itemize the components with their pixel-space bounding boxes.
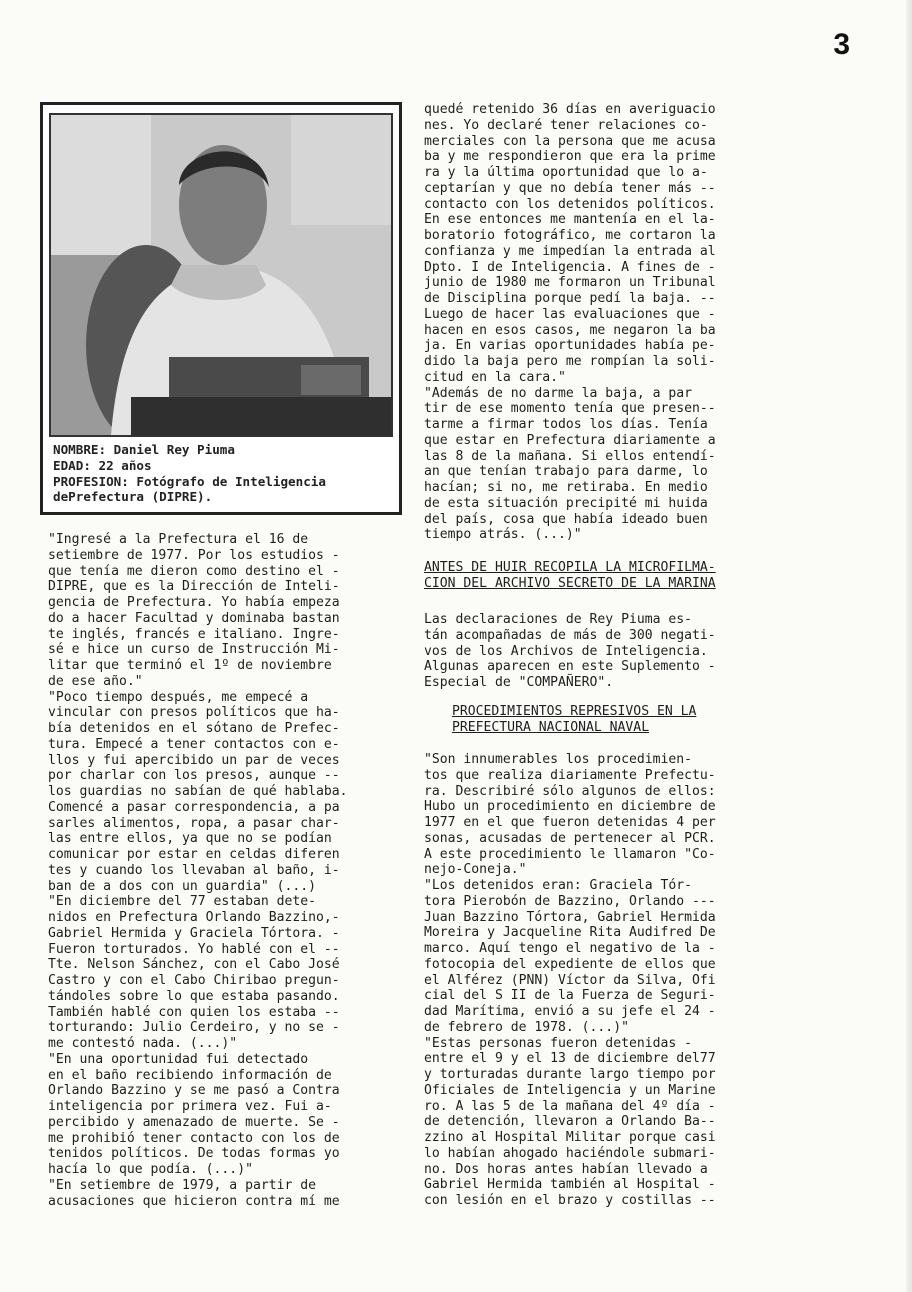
text-line: el Alférez (PNN) Víctor da Silva, Ofi bbox=[424, 972, 716, 988]
text-line: hacían; si no, me retiraba. En medio bbox=[424, 480, 708, 495]
text-line: "Poco tiempo después, me empecé a bbox=[48, 689, 309, 705]
text-line: Gabriel Hermida también al Hospital - bbox=[424, 1177, 716, 1193]
text-line: de ese año." bbox=[48, 673, 143, 689]
text-line: nejo-Coneja." bbox=[424, 862, 527, 878]
right-column-top bbox=[424, 102, 790, 543]
text-line: zzino al Hospital Militar porque casi bbox=[424, 1130, 716, 1145]
text-line: "Son innumerables los procedimien- bbox=[424, 752, 693, 767]
text-line: tán acompañadas de más de 300 negati- bbox=[424, 627, 716, 643]
text-line: También hablé con quien los estaba -- bbox=[48, 1004, 340, 1020]
text-line: "Estas personas fueron detenidas - bbox=[424, 1035, 693, 1051]
text-line: 1977 en el que fueron detenidas 4 per bbox=[424, 815, 716, 830]
text-line: Hubo un procedimiento en diciembre de bbox=[424, 799, 716, 815]
text-line: boratorio fotográfico, me cortaron la bbox=[424, 228, 716, 243]
text-line: ra y la última oportunidad que lo a- bbox=[424, 165, 708, 180]
text-line: tes y cuando los llevaban al baño, i- bbox=[48, 862, 340, 878]
archive-paragraph bbox=[424, 612, 790, 691]
section-heading-procedures bbox=[452, 704, 818, 736]
text-line: gencia de Prefectura. Yo había empeza bbox=[48, 595, 340, 610]
text-line: tura. Empecé a tener contactos con e- bbox=[48, 736, 340, 752]
text-line: tarme a firmar todos los días. Tenía bbox=[424, 417, 708, 432]
text-line: citud en la cara." bbox=[424, 369, 566, 385]
text-line: Luego de hacer las evaluaciones que - bbox=[424, 306, 716, 322]
photo-box bbox=[40, 102, 402, 515]
text-line: los guardias no sabían de qué hablaba. bbox=[48, 784, 348, 799]
text-line: setiembre de 1977. Por los estudios - bbox=[48, 547, 340, 563]
text-line: quedé retenido 36 días en averiguacio bbox=[424, 102, 716, 117]
text-line: Gabriel Hermida y Graciela Tórtora. - bbox=[48, 925, 340, 941]
text-line: Algunas aparecen en este Suplemento - bbox=[424, 659, 716, 675]
text-line: "En diciembre del 77 estaban dete- bbox=[48, 894, 317, 910]
text-line: ban de a dos con un guardia" (...) bbox=[48, 878, 317, 894]
text-line: torturando: Julio Cerdeiro, y no se - bbox=[48, 1020, 340, 1036]
text-line: ba y me respondieron que era la prime bbox=[424, 149, 716, 165]
text-line: En ese entonces me mantenía en el la- bbox=[424, 212, 716, 228]
text-line: Moreira y Jacqueline Rita Audifred De bbox=[424, 925, 716, 941]
text-line: "En una oportunidad fui detectado bbox=[48, 1051, 309, 1067]
text-line: de detención, llevaron a Orlando Ba-- bbox=[424, 1114, 716, 1130]
text-line: sonas, acusadas de pertenecer al PCR. bbox=[424, 830, 716, 846]
text-line: A este procedimiento le llamaron "Co- bbox=[424, 846, 716, 862]
text-line: "Ingresé a la Prefectura el 16 de bbox=[48, 532, 309, 547]
text-line: sarles alimentos, ropa, a pasar char- bbox=[48, 815, 340, 831]
text-line: tos que realiza diariamente Prefectu- bbox=[424, 767, 716, 783]
text-line: tora Pierobón de Bazzino, Orlando --- bbox=[424, 893, 716, 909]
text-line: con lesión en el brazo y costillas -- bbox=[424, 1193, 716, 1208]
text-line: fotocopia del expediente de ellos que bbox=[424, 956, 716, 972]
caption-name: NOMBRE: Daniel Rey Piuma bbox=[53, 442, 235, 457]
text-line: vos de los Archivos de Inteligencia. bbox=[424, 643, 708, 659]
portrait-image bbox=[51, 115, 391, 435]
text-line: por charlar con los presos, aunque -- bbox=[48, 768, 340, 784]
text-line: Especial de "COMPAÑERO". bbox=[424, 675, 614, 690]
text-line: Juan Bazzino Tórtora, Gabriel Hermida bbox=[424, 909, 716, 925]
portrait-photo bbox=[49, 113, 393, 437]
text-line: ceptarían y que no debía tener más -- bbox=[424, 180, 716, 196]
photo-caption bbox=[53, 442, 397, 505]
text-line: que estar en Prefectura diariamente a bbox=[424, 432, 716, 448]
text-line: DIPRE, que es la Dirección de Inteli- bbox=[48, 579, 340, 595]
text-line: cial del S II de la Fuerza de Seguri- bbox=[424, 988, 716, 1004]
text-line: PREFECTURA NACIONAL NAVAL bbox=[452, 719, 650, 735]
text-line: tándoles sobre lo que estaba pasando. bbox=[48, 988, 340, 1004]
text-line: contacto con los detenidos políticos. bbox=[424, 196, 716, 212]
text-line: las 8 de la mañana. Si ellos entendí- bbox=[424, 448, 716, 464]
text-line: entre el 9 y el 13 de diciembre del77 bbox=[424, 1051, 716, 1067]
text-line: do a hacer Facultad y dominaba bastan bbox=[48, 610, 340, 626]
text-line: Dpto. I de Inteligencia. A fines de - bbox=[424, 259, 716, 275]
text-line: dad Marítima, envió a su jefe el 24 - bbox=[424, 1004, 716, 1019]
text-line: las entre ellos, ya que no se podían bbox=[48, 831, 332, 847]
text-line: de esta situación precipité mi huida bbox=[424, 495, 708, 511]
page-number: 3 bbox=[833, 28, 850, 61]
caption-profession-cont: dePrefectura (DIPRE). bbox=[53, 489, 213, 505]
text-line: vincular con presos políticos que ha- bbox=[48, 705, 340, 721]
text-line: hacen en esos casos, me negaron la ba bbox=[424, 322, 716, 338]
text-line: del país, cosa que había ideado buen bbox=[424, 511, 708, 527]
text-line: CION DEL ARCHIVO SECRETO DE LA MARINA bbox=[424, 575, 716, 591]
text-line: "Los detenidos eran: Graciela Tór- bbox=[424, 878, 693, 893]
text-line: litar que terminó el 1º de noviembre bbox=[48, 658, 332, 673]
left-column bbox=[48, 532, 400, 1209]
right-column-bottom bbox=[424, 752, 790, 1209]
caption-profession: PROFESION: Fotógrafo de Inteligencia bbox=[53, 473, 326, 489]
text-line: ro. A las 5 de la mañana del 4º día - bbox=[424, 1098, 716, 1114]
text-line: tenidos políticos. De todas formas yo bbox=[48, 1146, 340, 1162]
text-line: PROCEDIMIENTOS REPRESIVOS EN LA bbox=[452, 704, 697, 719]
text-line: Castro y con el Cabo Chiribao pregun- bbox=[48, 973, 340, 988]
text-line: Oficiales de Inteligencia y un Marine bbox=[424, 1082, 716, 1098]
text-line: que tenía me dieron como destino el - bbox=[48, 563, 340, 579]
text-line: no. Dos horas antes habían llevado a bbox=[424, 1161, 708, 1177]
text-line: junio de 1980 me formaron un Tribunal bbox=[424, 275, 716, 291]
text-line: hacía lo que podía. (...)" bbox=[48, 1162, 253, 1177]
text-line: ja. En varias oportunidades había pe- bbox=[424, 338, 716, 354]
text-line: ra. Describiré sólo algunos de ellos: bbox=[424, 783, 716, 799]
text-line: Comencé a pasar correspondencia, a pa bbox=[48, 799, 340, 815]
text-line: Fueron torturados. Yo hablé con el -- bbox=[48, 941, 340, 957]
text-line: me contestó nada. (...)" bbox=[48, 1036, 238, 1051]
text-line: lo habían ahogado haciéndole submari- bbox=[424, 1145, 716, 1161]
text-line: en el baño recibiendo información de bbox=[48, 1067, 332, 1083]
text-line: merciales con la persona que me acusa bbox=[424, 133, 716, 149]
text-line: sé e hice un curso de Instrucción Mi- bbox=[48, 642, 340, 658]
text-line: percibido y amenazado de muerte. Se - bbox=[48, 1114, 340, 1130]
text-line: me prohibió tener contacto con los de bbox=[48, 1130, 340, 1146]
text-line: dido la baja pero me rompían la soli- bbox=[424, 354, 716, 369]
text-line: tir de ese momento tenía que presen-- bbox=[424, 401, 716, 417]
caption-age: EDAD: 22 años bbox=[53, 457, 152, 473]
text-line: "Además de no darme la baja, a par bbox=[424, 385, 693, 401]
text-line: nes. Yo declaré tener relaciones co- bbox=[424, 117, 708, 133]
text-line: llos y fui apercibido un par de veces bbox=[48, 752, 340, 768]
text-line: comunicar por estar en celdas diferen bbox=[48, 847, 340, 862]
text-line: bía detenidos en el sótano de Prefec- bbox=[48, 721, 340, 736]
text-line: te inglés, francés e italiano. Ingre- bbox=[48, 626, 340, 642]
text-line: "En setiembre de 1979, a partir de bbox=[48, 1177, 317, 1193]
text-line: y torturadas durante largo tiempo por bbox=[424, 1067, 716, 1082]
text-line: ANTES DE HUIR RECOPILA LA MICROFILMA- bbox=[424, 560, 716, 575]
text-line: de febrero de 1978. (...)" bbox=[424, 1019, 629, 1035]
page-edge bbox=[906, 0, 912, 1292]
text-line: nidos en Prefectura Orlando Bazzino,- bbox=[48, 910, 340, 925]
text-line: Orlando Bazzino y se me pasó a Contra bbox=[48, 1083, 340, 1099]
text-line: tiempo atrás. (...)" bbox=[424, 527, 582, 543]
text-line: confianza y me impedían la entrada al bbox=[424, 243, 716, 259]
text-line: marco. Aquí tengo el negativo de la - bbox=[424, 941, 716, 956]
text-line: an que tenían trabajo para darme, lo bbox=[424, 464, 708, 480]
text-line: de Disciplina porque pedí la baja. -- bbox=[424, 291, 716, 306]
text-line: inteligencia por primera vez. Fui a- bbox=[48, 1099, 332, 1114]
section-heading-archive bbox=[424, 560, 790, 592]
text-line: Las declaraciones de Rey Piuma es- bbox=[424, 612, 693, 627]
text-line: Tte. Nelson Sánchez, con el Cabo José bbox=[48, 957, 340, 973]
text-line: acusaciones que hicieron contra mí me bbox=[48, 1193, 340, 1209]
